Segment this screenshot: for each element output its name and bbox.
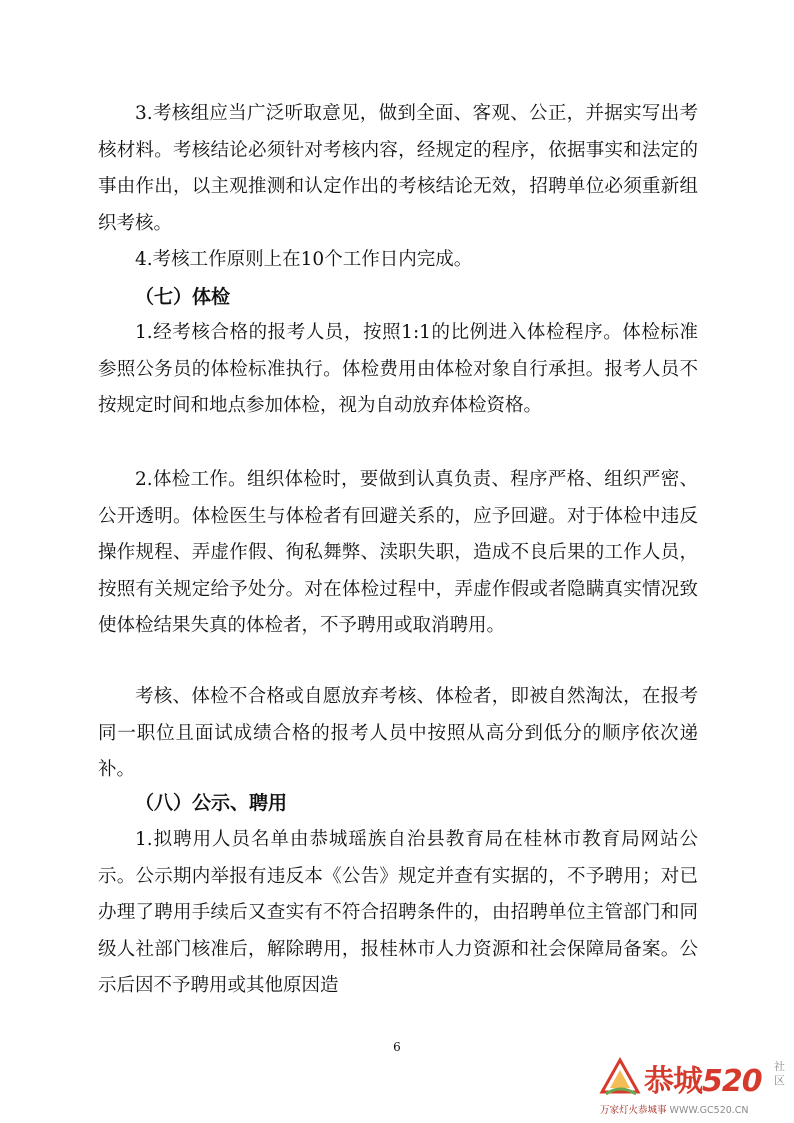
section-heading-physical-exam: （七）体检 xyxy=(135,286,231,308)
section-heading-publicity: （八）公示、聘用 xyxy=(135,792,288,814)
paragraph-exam-2: 2.体检工作。组织体检时，要做到认真负责、程序严格、组织严密、公开透明。体检医生与体检者有回避关系的，应予回避。对于体检中违反操作规程、弄虚作假、徇私舞弊、渎职失职，造成不良后果的工作人员，按照有关规定给予处分。对在体检过程中，弄虚作假或者隐瞒真实情况致使体检结果失真的体检者，不予聘用或取消聘用。 xyxy=(98,469,698,636)
page-number: 6 xyxy=(393,1040,401,1054)
watermark-slogan: 万家灯火恭城事 xyxy=(600,1105,667,1116)
site-watermark xyxy=(596,1056,792,1120)
watermark-url: WWW.GC520.CN xyxy=(669,1105,749,1116)
paragraph-publicity-1: 1.拟聘用人员名单由恭城瑶族自治县教育局在桂林市教育局网站公示。公示期内举报有违反本《公告》规定并查有实据的，不予聘用；对已办理了聘用手续后又查实有不符合招聘条件的，由招聘单位主管部门和同级人社部门核准后，解除聘用，报桂林市人力资源和社会保障局备案。公示后因不予聘用或其他原因造 xyxy=(98,829,698,996)
watermark-brand-number: 520 xyxy=(702,1064,762,1099)
paragraph-assessment-4: 4.考核工作原则上在10个工作日内完成。 xyxy=(135,249,473,270)
watermark-side-text: 社区 xyxy=(774,1060,785,1087)
watermark-brand-name: 恭城 xyxy=(644,1064,702,1099)
paragraph-replacement: 考核、体检不合格或自愿放弃考核、体检者，即被自然淘汰，在报考同一职位且面试成绩合格的报考人员中按照从高分到低分的顺序依次递补。 xyxy=(98,686,698,780)
watermark-subline xyxy=(600,1102,749,1116)
watermark-brand xyxy=(644,1056,762,1100)
paragraph-exam-1: 1.经考核合格的报考人员，按照1:1的比例进入体检程序。体检标准参照公务员的体检标准执行。体检费用由体检对象自行承担。报考人员不按规定时间和地点参加体检，视为自动放弃体检资格。 xyxy=(98,322,698,416)
watermark-logo-icon xyxy=(598,1056,642,1100)
paragraph-assessment-3: 3.考核组应当广泛听取意见，做到全面、客观、公正，并据实写出考核材料。考核结论必须针对考核内容，经规定的程序，依据事实和法定的事由作出，以主观推测和认定作出的考核结论无效，招聘单位必须重新组织考核。 xyxy=(98,103,698,234)
